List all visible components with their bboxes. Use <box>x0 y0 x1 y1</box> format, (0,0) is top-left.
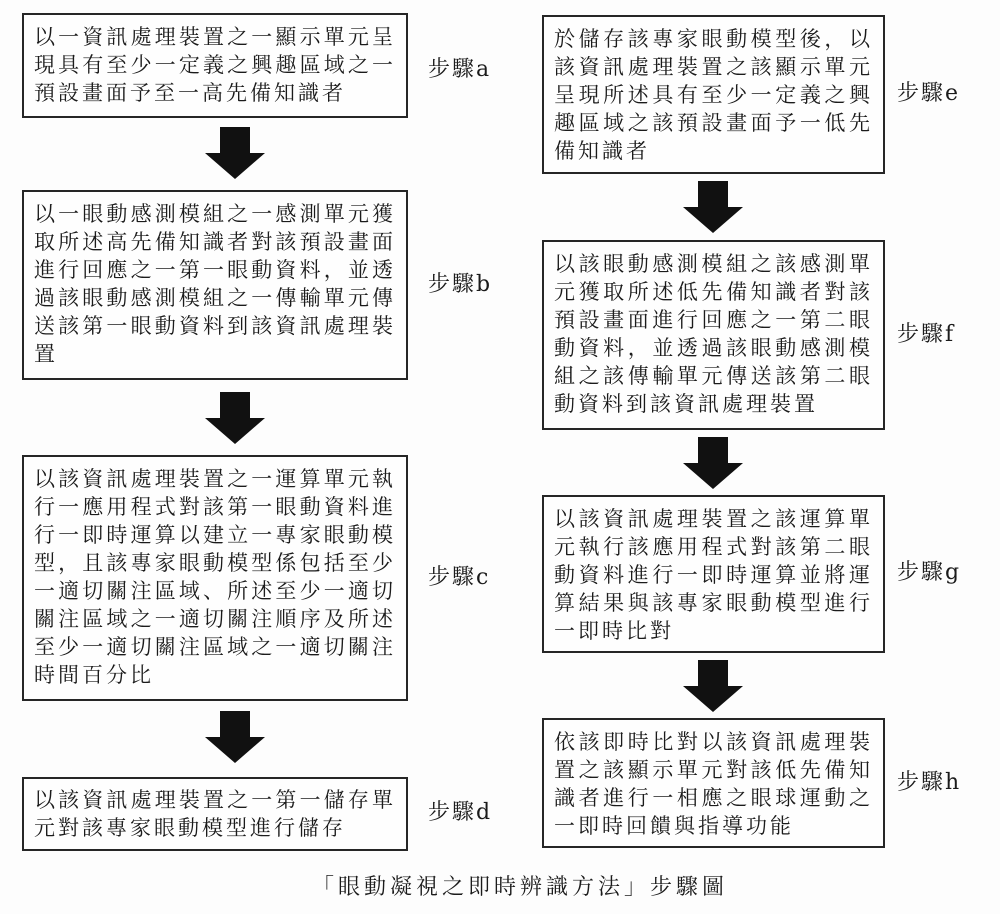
step-f-label: 步驟f <box>897 322 956 347</box>
step-g-text: 以該資訊處理裝置之該運算單元執行該應用程式對該第二眼動資料進行一即時運算並將運算結果與該專家眼動模型進行一即時比對 <box>554 507 873 643</box>
step-b-box <box>22 190 408 380</box>
step-b-label: 步驟b <box>428 272 493 297</box>
arrow-down-icon <box>205 711 265 763</box>
arrow-down-icon <box>683 437 743 489</box>
step-e-text: 於儲存該專家眼動模型後，以該資訊處理裝置之該顯示單元呈現所述具有至少一定義之興趣區域之該預設畫面予一低先備知識者 <box>554 27 873 163</box>
step-h-box <box>542 718 885 848</box>
step-b-text: 以一眼動感測模組之一感測單元獲取所述高先備知識者對該預設畫面進行回應之一第一眼動資料，並透過該眼動感測模組之一傳輸單元傳送該第一眼動資料到該資訊處理裝置 <box>34 202 396 366</box>
arrow-down-icon <box>683 660 743 712</box>
step-h-label: 步驟h <box>897 770 962 795</box>
step-a-label: 步驟a <box>428 57 492 82</box>
step-a-text: 以一資訊處理裝置之一顯示單元呈現具有至少一定義之興趣區域之一預設畫面予至一高先備知識者 <box>34 25 396 105</box>
figure-caption: 「眼動凝視之即時辨識方法」步驟圖 <box>311 875 728 900</box>
step-d-text: 以該資訊處理裝置之一第一儲存單元對該專家眼動模型進行儲存 <box>34 788 396 840</box>
step-c-label: 步驟c <box>428 565 491 590</box>
step-d-box <box>22 777 408 851</box>
step-g-label: 步驟g <box>897 560 962 585</box>
arrow-down-icon <box>683 181 743 233</box>
step-h-text: 依該即時比對以該資訊處理裝置之該顯示單元對該低先備知識者進行一相應之眼球運動之一即時回饋與指導功能 <box>554 730 873 838</box>
step-g-box <box>542 495 885 653</box>
step-a-box <box>22 13 408 118</box>
step-f-box <box>542 240 885 430</box>
step-e-box <box>542 15 885 174</box>
step-c-box <box>22 455 408 701</box>
step-d-label: 步驟d <box>428 800 493 825</box>
step-f-text: 以該眼動感測模組之該感測單元獲取所述低先備知識者對該預設畫面進行回應之一第二眼動資料，並透過該眼動感測模組之該傳輸單元傳送該第二眼動資料到該資訊處理裝置 <box>554 252 873 416</box>
arrow-down-icon <box>205 127 265 179</box>
step-c-text: 以該資訊處理裝置之一運算單元執行一應用程式對該第一眼動資料進行一即時運算以建立一專家眼動模型，且該專家眼動模型係包括至少一適切關注區域、所述至少一適切關注區域之一適切關注順序及所述至少一適切關注區域之一適切關注時間百分比 <box>34 467 396 687</box>
step-e-label: 步驟e <box>897 81 961 106</box>
arrow-down-icon <box>205 392 265 444</box>
